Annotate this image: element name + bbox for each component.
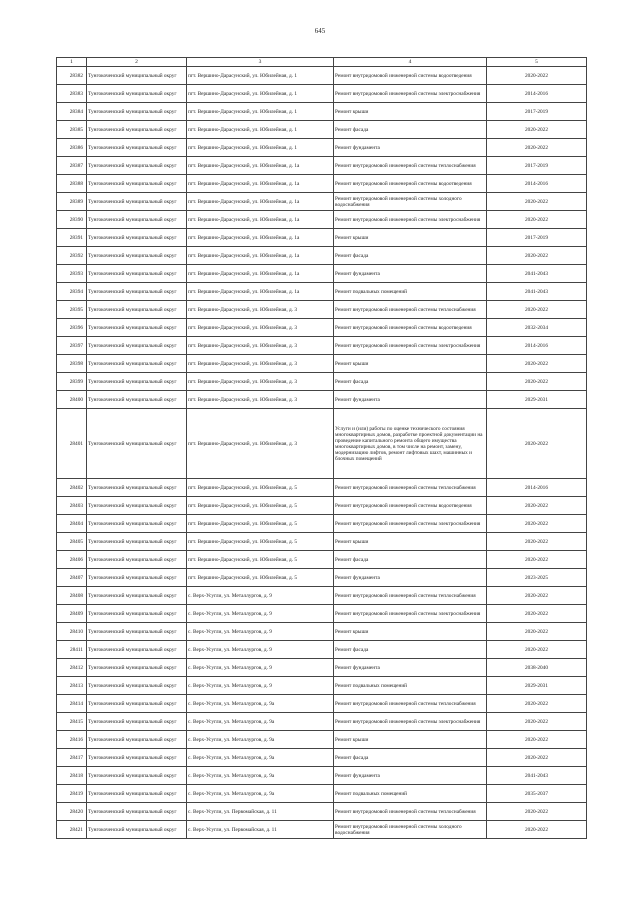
column-header: 4 — [334, 58, 487, 67]
period: 2038-2040 — [487, 659, 587, 677]
municipality: Тунгокоченский муниципальный округ — [87, 85, 187, 103]
table-row — [57, 641, 587, 659]
period: 2020-2022 — [487, 121, 587, 139]
period: 2020-2022 — [487, 139, 587, 157]
work-type: Ремонт внутридомовой инженерной системы электроснабжения — [334, 515, 487, 533]
period: 2020-2022 — [487, 355, 587, 373]
work-type: Ремонт внутридомовой инженерной системы холодного водоснабжения — [334, 193, 487, 211]
work-type: Ремонт крыши — [334, 355, 487, 373]
municipality: Тунгокоченский муниципальный округ — [87, 265, 187, 283]
municipality: Тунгокоченский муниципальный округ — [87, 605, 187, 623]
work-type: Ремонт фундамента — [334, 569, 487, 587]
work-type: Ремонт внутридомовой инженерной системы водоотведения — [334, 67, 487, 85]
municipality: Тунгокоченский муниципальный округ — [87, 409, 187, 479]
row-number: 28418 — [57, 767, 87, 785]
column-header: 2 — [87, 58, 187, 67]
period: 2020-2022 — [487, 587, 587, 605]
municipality: Тунгокоченский муниципальный округ — [87, 569, 187, 587]
row-number: 28390 — [57, 211, 87, 229]
table-row — [57, 283, 587, 301]
period: 2014-2016 — [487, 479, 587, 497]
address: пгт. Вершино-Дарасунский, ул. Юбилейная, д. 3 — [187, 409, 334, 479]
table-row — [57, 229, 587, 247]
row-number: 28414 — [57, 695, 87, 713]
address: с. Верх-Усугли, ул. Первомайская, д. 11 — [187, 821, 334, 839]
table-row — [57, 515, 587, 533]
period: 2020-2022 — [487, 713, 587, 731]
table-row — [57, 551, 587, 569]
row-number: 28385 — [57, 121, 87, 139]
row-number: 28406 — [57, 551, 87, 569]
municipality: Тунгокоченский муниципальный округ — [87, 355, 187, 373]
address: с. Верх-Усугли, ул. Металлургов, д. 9а — [187, 713, 334, 731]
municipality: Тунгокоченский муниципальный округ — [87, 391, 187, 409]
address: пгт. Вершино-Дарасунский, ул. Юбилейная, д. 1 — [187, 121, 334, 139]
work-type: Ремонт крыши — [334, 103, 487, 121]
municipality: Тунгокоченский муниципальный округ — [87, 551, 187, 569]
address: с. Верх-Усугли, ул. Металлургов, д. 9 — [187, 677, 334, 695]
work-type: Ремонт фундамента — [334, 659, 487, 677]
work-type: Ремонт фасада — [334, 247, 487, 265]
table-row — [57, 103, 587, 121]
address: с. Верх-Усугли, ул. Металлургов, д. 9а — [187, 749, 334, 767]
table-row — [57, 803, 587, 821]
row-number: 28403 — [57, 497, 87, 515]
work-type: Ремонт фундамента — [334, 391, 487, 409]
work-type: Ремонт фундамента — [334, 265, 487, 283]
row-number: 28396 — [57, 319, 87, 337]
period: 2020-2022 — [487, 749, 587, 767]
period: 2020-2022 — [487, 497, 587, 515]
period: 2020-2022 — [487, 247, 587, 265]
address: пгт. Вершино-Дарасунский, ул. Юбилейная, д. 5 — [187, 497, 334, 515]
table-row — [57, 785, 587, 803]
municipality: Тунгокоченский муниципальный округ — [87, 677, 187, 695]
table-row — [57, 175, 587, 193]
address: с. Верх-Усугли, ул. Металлургов, д. 9 — [187, 623, 334, 641]
municipality: Тунгокоченский муниципальный округ — [87, 623, 187, 641]
table-row — [57, 605, 587, 623]
period: 2029-2031 — [487, 677, 587, 695]
row-number: 28398 — [57, 355, 87, 373]
row-number: 28383 — [57, 85, 87, 103]
table-row — [57, 533, 587, 551]
municipality: Тунгокоченский муниципальный округ — [87, 785, 187, 803]
column-header: 5 — [487, 58, 587, 67]
row-number: 28407 — [57, 569, 87, 587]
period: 2041-2043 — [487, 265, 587, 283]
period: 2020-2022 — [487, 641, 587, 659]
table-row — [57, 587, 587, 605]
municipality: Тунгокоченский муниципальный округ — [87, 247, 187, 265]
address: с. Верх-Усугли, ул. Металлургов, д. 9а — [187, 785, 334, 803]
period: 2020-2022 — [487, 821, 587, 839]
period: 2017-2019 — [487, 103, 587, 121]
period: 2020-2022 — [487, 623, 587, 641]
work-type: Ремонт внутридомовой инженерной системы электроснабжения — [334, 85, 487, 103]
works-table — [56, 57, 587, 839]
municipality: Тунгокоченский муниципальный округ — [87, 175, 187, 193]
work-type: Ремонт внутридомовой инженерной системы теплоснабжения — [334, 695, 487, 713]
table-row — [57, 247, 587, 265]
work-type: Ремонт фасада — [334, 121, 487, 139]
row-number: 28400 — [57, 391, 87, 409]
table-row — [57, 319, 587, 337]
row-number: 28397 — [57, 337, 87, 355]
address: пгт. Вершино-Дарасунский, ул. Юбилейная, д. 1а — [187, 229, 334, 247]
address: пгт. Вершино-Дарасунский, ул. Юбилейная, д. 5 — [187, 533, 334, 551]
address: с. Верх-Усугли, ул. Металлургов, д. 9 — [187, 587, 334, 605]
work-type: Ремонт фундамента — [334, 139, 487, 157]
table-row — [57, 731, 587, 749]
work-type: Ремонт внутридомовой инженерной системы теплоснабжения — [334, 479, 487, 497]
municipality: Тунгокоченский муниципальный округ — [87, 497, 187, 515]
table-row — [57, 85, 587, 103]
address: пгт. Вершино-Дарасунский, ул. Юбилейная, д. 1 — [187, 67, 334, 85]
address: с. Верх-Усугли, ул. Металлургов, д. 9а — [187, 731, 334, 749]
work-type: Ремонт фасада — [334, 641, 487, 659]
municipality: Тунгокоченский муниципальный округ — [87, 713, 187, 731]
address: пгт. Вершино-Дарасунский, ул. Юбилейная, д. 3 — [187, 391, 334, 409]
municipality: Тунгокоченский муниципальный округ — [87, 193, 187, 211]
address: пгт. Вершино-Дарасунский, ул. Юбилейная, д. 1а — [187, 247, 334, 265]
table-row — [57, 479, 587, 497]
municipality: Тунгокоченский муниципальный округ — [87, 821, 187, 839]
municipality: Тунгокоченский муниципальный округ — [87, 229, 187, 247]
address: пгт. Вершино-Дарасунский, ул. Юбилейная, д. 1а — [187, 265, 334, 283]
period: 2041-2043 — [487, 283, 587, 301]
period: 2023-2025 — [487, 569, 587, 587]
work-type: Ремонт внутридомовой инженерной системы холодного водоснабжения — [334, 821, 487, 839]
address: пгт. Вершино-Дарасунский, ул. Юбилейная, д. 3 — [187, 355, 334, 373]
table-row — [57, 767, 587, 785]
period: 2020-2022 — [487, 803, 587, 821]
address: пгт. Вершино-Дарасунский, ул. Юбилейная, д. 1а — [187, 193, 334, 211]
period: 2014-2016 — [487, 337, 587, 355]
column-number-row — [57, 58, 587, 67]
address: пгт. Вершино-Дарасунский, ул. Юбилейная, д. 1а — [187, 211, 334, 229]
row-number: 28393 — [57, 265, 87, 283]
table-row — [57, 67, 587, 85]
municipality: Тунгокоченский муниципальный округ — [87, 67, 187, 85]
row-number: 28408 — [57, 587, 87, 605]
municipality: Тунгокоченский муниципальный округ — [87, 695, 187, 713]
municipality: Тунгокоченский муниципальный округ — [87, 157, 187, 175]
column-header: 1 — [57, 58, 87, 67]
address: с. Верх-Усугли, ул. Металлургов, д. 9 — [187, 641, 334, 659]
address: пгт. Вершино-Дарасунский, ул. Юбилейная, д. 5 — [187, 551, 334, 569]
municipality: Тунгокоченский муниципальный округ — [87, 749, 187, 767]
municipality: Тунгокоченский муниципальный округ — [87, 319, 187, 337]
period: 2014-2016 — [487, 85, 587, 103]
period: 2041-2043 — [487, 767, 587, 785]
row-number: 28416 — [57, 731, 87, 749]
address: пгт. Вершино-Дарасунский, ул. Юбилейная, д. 1а — [187, 175, 334, 193]
address: пгт. Вершино-Дарасунский, ул. Юбилейная, д. 1а — [187, 283, 334, 301]
work-type: Ремонт подвальных помещений — [334, 677, 487, 695]
table-row — [57, 623, 587, 641]
row-number: 28420 — [57, 803, 87, 821]
table-row — [57, 373, 587, 391]
work-type: Ремонт крыши — [334, 229, 487, 247]
row-number: 28410 — [57, 623, 87, 641]
municipality: Тунгокоченский муниципальный округ — [87, 373, 187, 391]
work-type: Ремонт фасада — [334, 551, 487, 569]
row-number: 28391 — [57, 229, 87, 247]
address: с. Верх-Усугли, ул. Металлургов, д. 9а — [187, 767, 334, 785]
page-number: 645 — [314, 27, 326, 35]
table-row — [57, 821, 587, 839]
work-type: Ремонт фундамента — [334, 767, 487, 785]
work-type: Ремонт внутридомовой инженерной системы водоотведения — [334, 497, 487, 515]
municipality: Тунгокоченский муниципальный округ — [87, 301, 187, 319]
municipality: Тунгокоченский муниципальный округ — [87, 803, 187, 821]
period: 2020-2022 — [487, 211, 587, 229]
municipality: Тунгокоченский муниципальный округ — [87, 731, 187, 749]
address: с. Верх-Усугли, ул. Металлургов, д. 9а — [187, 695, 334, 713]
address: с. Верх-Усугли, ул. Первомайская, д. 11 — [187, 803, 334, 821]
period: 2035-2037 — [487, 785, 587, 803]
row-number: 28412 — [57, 659, 87, 677]
table-row — [57, 211, 587, 229]
period: 2020-2022 — [487, 373, 587, 391]
row-number: 28395 — [57, 301, 87, 319]
period: 2020-2022 — [487, 551, 587, 569]
address: с. Верх-Усугли, ул. Металлургов, д. 9 — [187, 659, 334, 677]
period: 2017-2019 — [487, 229, 587, 247]
period: 2017-2019 — [487, 157, 587, 175]
period: 2020-2022 — [487, 515, 587, 533]
row-number: 28401 — [57, 409, 87, 479]
municipality: Тунгокоченский муниципальный округ — [87, 767, 187, 785]
work-type: Ремонт подвальных помещений — [334, 283, 487, 301]
work-type: Ремонт внутридомовой инженерной системы теплоснабжения — [334, 301, 487, 319]
municipality: Тунгокоченский муниципальный округ — [87, 283, 187, 301]
table-row — [57, 193, 587, 211]
table-row — [57, 157, 587, 175]
row-number: 28402 — [57, 479, 87, 497]
work-type: Ремонт крыши — [334, 533, 487, 551]
municipality: Тунгокоченский муниципальный округ — [87, 103, 187, 121]
column-header: 3 — [187, 58, 334, 67]
period: 2032-2034 — [487, 319, 587, 337]
municipality: Тунгокоченский муниципальный округ — [87, 533, 187, 551]
table-row — [57, 749, 587, 767]
row-number: 28387 — [57, 157, 87, 175]
work-type: Ремонт подвальных помещений — [334, 785, 487, 803]
municipality: Тунгокоченский муниципальный округ — [87, 587, 187, 605]
work-type: Ремонт внутридомовой инженерной системы электроснабжения — [334, 713, 487, 731]
municipality: Тунгокоченский муниципальный округ — [87, 211, 187, 229]
table-row — [57, 569, 587, 587]
row-number: 28405 — [57, 533, 87, 551]
work-type: Ремонт фасада — [334, 749, 487, 767]
table-row — [57, 139, 587, 157]
row-number: 28386 — [57, 139, 87, 157]
table-row — [57, 695, 587, 713]
address: пгт. Вершино-Дарасунский, ул. Юбилейная, д. 5 — [187, 515, 334, 533]
row-number: 28388 — [57, 175, 87, 193]
row-number: 28419 — [57, 785, 87, 803]
table-row — [57, 355, 587, 373]
row-number: 28384 — [57, 103, 87, 121]
row-number: 28415 — [57, 713, 87, 731]
row-number: 28409 — [57, 605, 87, 623]
work-type: Ремонт внутридомовой инженерной системы водоотведения — [334, 319, 487, 337]
table-row — [57, 301, 587, 319]
period: 2020-2022 — [487, 409, 587, 479]
table-row — [57, 121, 587, 139]
table-row — [57, 713, 587, 731]
period: 2020-2022 — [487, 731, 587, 749]
work-type: Ремонт внутридомовой инженерной системы водоотведения — [334, 175, 487, 193]
period: 2020-2022 — [487, 695, 587, 713]
table-row — [57, 659, 587, 677]
table-row — [57, 337, 587, 355]
row-number: 28399 — [57, 373, 87, 391]
municipality: Тунгокоченский муниципальный округ — [87, 659, 187, 677]
work-type: Ремонт внутридомовой инженерной системы теплоснабжения — [334, 803, 487, 821]
period: 2020-2022 — [487, 301, 587, 319]
period: 2029-2031 — [487, 391, 587, 409]
table-row — [57, 497, 587, 515]
table-row — [57, 677, 587, 695]
period: 2020-2022 — [487, 533, 587, 551]
municipality: Тунгокоченский муниципальный округ — [87, 121, 187, 139]
row-number: 28389 — [57, 193, 87, 211]
work-type: Ремонт фасада — [334, 373, 487, 391]
period: 2020-2022 — [487, 193, 587, 211]
address: пгт. Вершино-Дарасунский, ул. Юбилейная, д. 5 — [187, 479, 334, 497]
address: пгт. Вершино-Дарасунский, ул. Юбилейная, д. 1 — [187, 103, 334, 121]
row-number: 28382 — [57, 67, 87, 85]
municipality: Тунгокоченский муниципальный округ — [87, 337, 187, 355]
row-number: 28417 — [57, 749, 87, 767]
row-number: 28413 — [57, 677, 87, 695]
address: пгт. Вершино-Дарасунский, ул. Юбилейная, д. 1а — [187, 157, 334, 175]
municipality: Тунгокоченский муниципальный округ — [87, 139, 187, 157]
period: 2020-2022 — [487, 605, 587, 623]
address: пгт. Вершино-Дарасунский, ул. Юбилейная, д. 1 — [187, 85, 334, 103]
row-number: 28392 — [57, 247, 87, 265]
address: пгт. Вершино-Дарасунский, ул. Юбилейная, д. 3 — [187, 319, 334, 337]
table-row — [57, 409, 587, 479]
address: пгт. Вершино-Дарасунский, ул. Юбилейная, д. 1 — [187, 139, 334, 157]
work-type: Ремонт внутридомовой инженерной системы электроснабжения — [334, 337, 487, 355]
municipality: Тунгокоченский муниципальный округ — [87, 479, 187, 497]
work-type: Ремонт внутридомовой инженерной системы электроснабжения — [334, 211, 487, 229]
address: пгт. Вершино-Дарасунский, ул. Юбилейная, д. 3 — [187, 301, 334, 319]
address: с. Верх-Усугли, ул. Металлургов, д. 9 — [187, 605, 334, 623]
address: пгт. Вершино-Дарасунский, ул. Юбилейная, д. 3 — [187, 373, 334, 391]
work-type: Ремонт внутридомовой инженерной системы электроснабжения — [334, 605, 487, 623]
row-number: 28394 — [57, 283, 87, 301]
municipality: Тунгокоченский муниципальный округ — [87, 515, 187, 533]
row-number: 28411 — [57, 641, 87, 659]
address: пгт. Вершино-Дарасунский, ул. Юбилейная, д. 5 — [187, 569, 334, 587]
period: 2014-2016 — [487, 175, 587, 193]
municipality: Тунгокоченский муниципальный округ — [87, 641, 187, 659]
work-type: Ремонт внутридомовой инженерной системы теплоснабжения — [334, 157, 487, 175]
table-row — [57, 391, 587, 409]
period: 2020-2022 — [487, 67, 587, 85]
table-row — [57, 265, 587, 283]
work-type: Ремонт крыши — [334, 623, 487, 641]
work-type: Услуги и (или) работы по оценке технического состояния многоквартирных домов, разработке проектной документации на проведение капитального ремонта общего имущества многоквартирных домов, в том числе на ремонт, замену, модернизацию лифтов, ремонт лифтовых шахт, машинных и блочных помещений — [334, 409, 487, 479]
work-type: Ремонт крыши — [334, 731, 487, 749]
address: пгт. Вершино-Дарасунский, ул. Юбилейная, д. 3 — [187, 337, 334, 355]
row-number: 28404 — [57, 515, 87, 533]
row-number: 28421 — [57, 821, 87, 839]
work-type: Ремонт внутридомовой инженерной системы теплоснабжения — [334, 587, 487, 605]
